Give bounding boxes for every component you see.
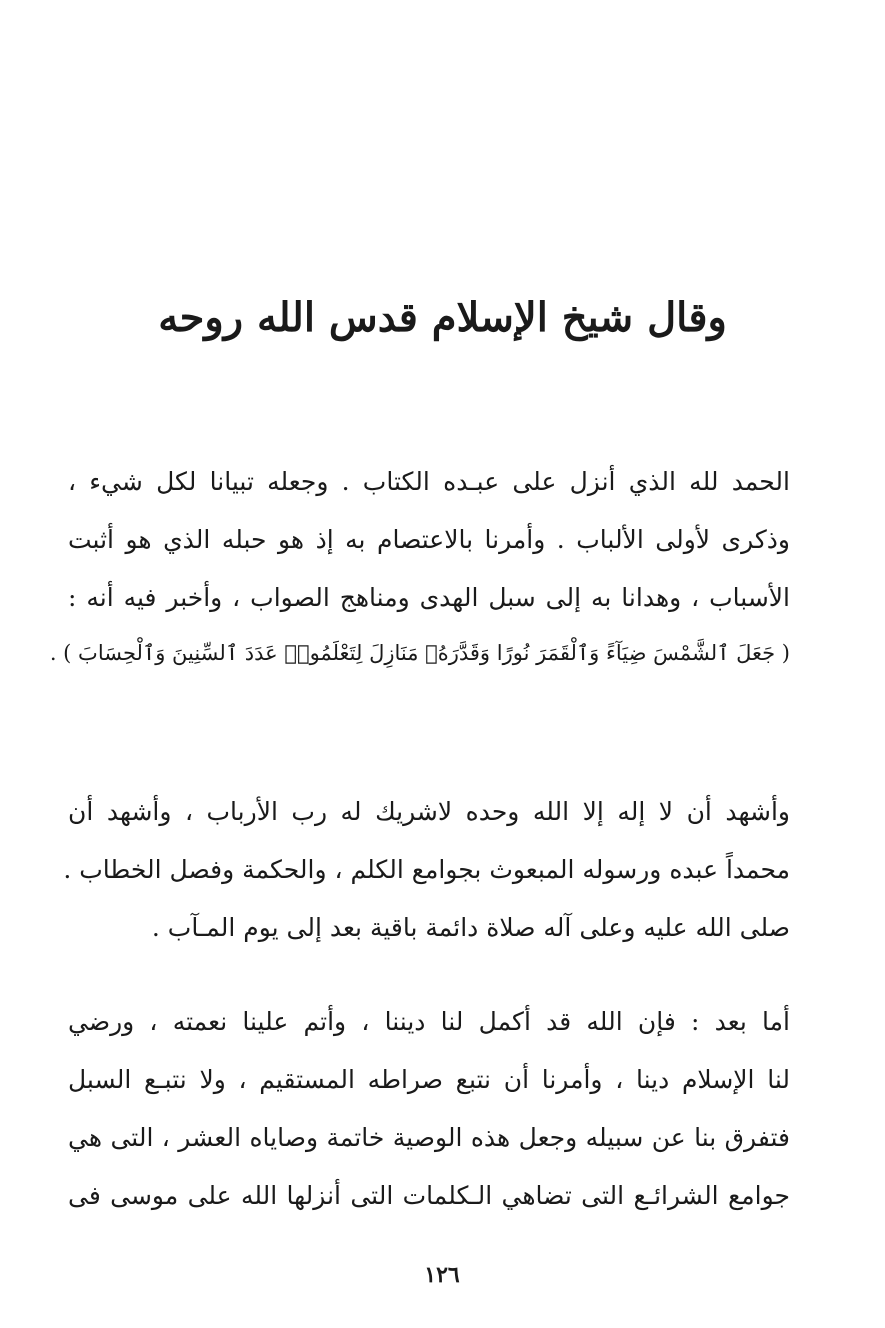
text-line: صلى الله عليه وعلى آله صلاة دائمة باقية بعد إلى يوم المـآب .	[151, 913, 790, 942]
text-line: لنا الإسلام دينا ، وأمرنا أن نتبع صراطه المستقيم ، ولا نتبـع السبل	[68, 1065, 790, 1094]
paragraph-shahada	[63, 783, 790, 957]
text-line: محمداً عبده ورسوله المبعوث بجوامع الكلم ، والحكمة وفصل الخطاب .	[63, 855, 790, 884]
text-line: وأشهد أن لا إله إلا الله وحده لاشريك له رب الأرباب ، وأشهد أن	[68, 797, 790, 826]
text-line: فتفرق بنا عن سبيله وجعل هذه الوصية خاتمة وصاياه العشر ، التى هي	[68, 1123, 790, 1152]
paragraph-opening	[49, 453, 790, 679]
page-number: ١٢٦	[424, 1262, 460, 1288]
text-line: أما بعد : فإن الله قد أكمل لنا ديننا ، وأتم علينا نعمته ، ورضي	[68, 1007, 790, 1036]
text-line: وذكرى لأولى الألباب . وأمرنا بالاعتصام به إذ هو حبله الذي هو أثبت	[68, 525, 790, 554]
text-line: الأسباب ، وهدانا به إلى سبل الهدى ومناهج الصواب ، وأخبر فيه أنه :	[68, 583, 790, 612]
quran-verse-line: ( جَعَلَ ٱلشَّمْسَ ضِيَآءً وَٱلْقَمَرَ نُورًا وَقَدَّرَهُۥ مَنَازِلَ لِتَعْلَمُوا۟ عَدَدَ ٱلسِّنِينَ وَٱلْحِسَابَ ) .	[49, 641, 790, 665]
section-title: وقال شيخ الإسلام قدس الله روحه	[158, 294, 727, 341]
paragraph-amma-baad	[68, 993, 790, 1225]
text-line: الحمد لله الذي أنزل على عبـده الكتاب . وجعله تبيانا لكل شيء ،	[68, 467, 790, 496]
text-line: جوامع الشرائـع التى تضاهي الـكلمات التى أنزلها الله على موسى فى	[68, 1181, 790, 1210]
